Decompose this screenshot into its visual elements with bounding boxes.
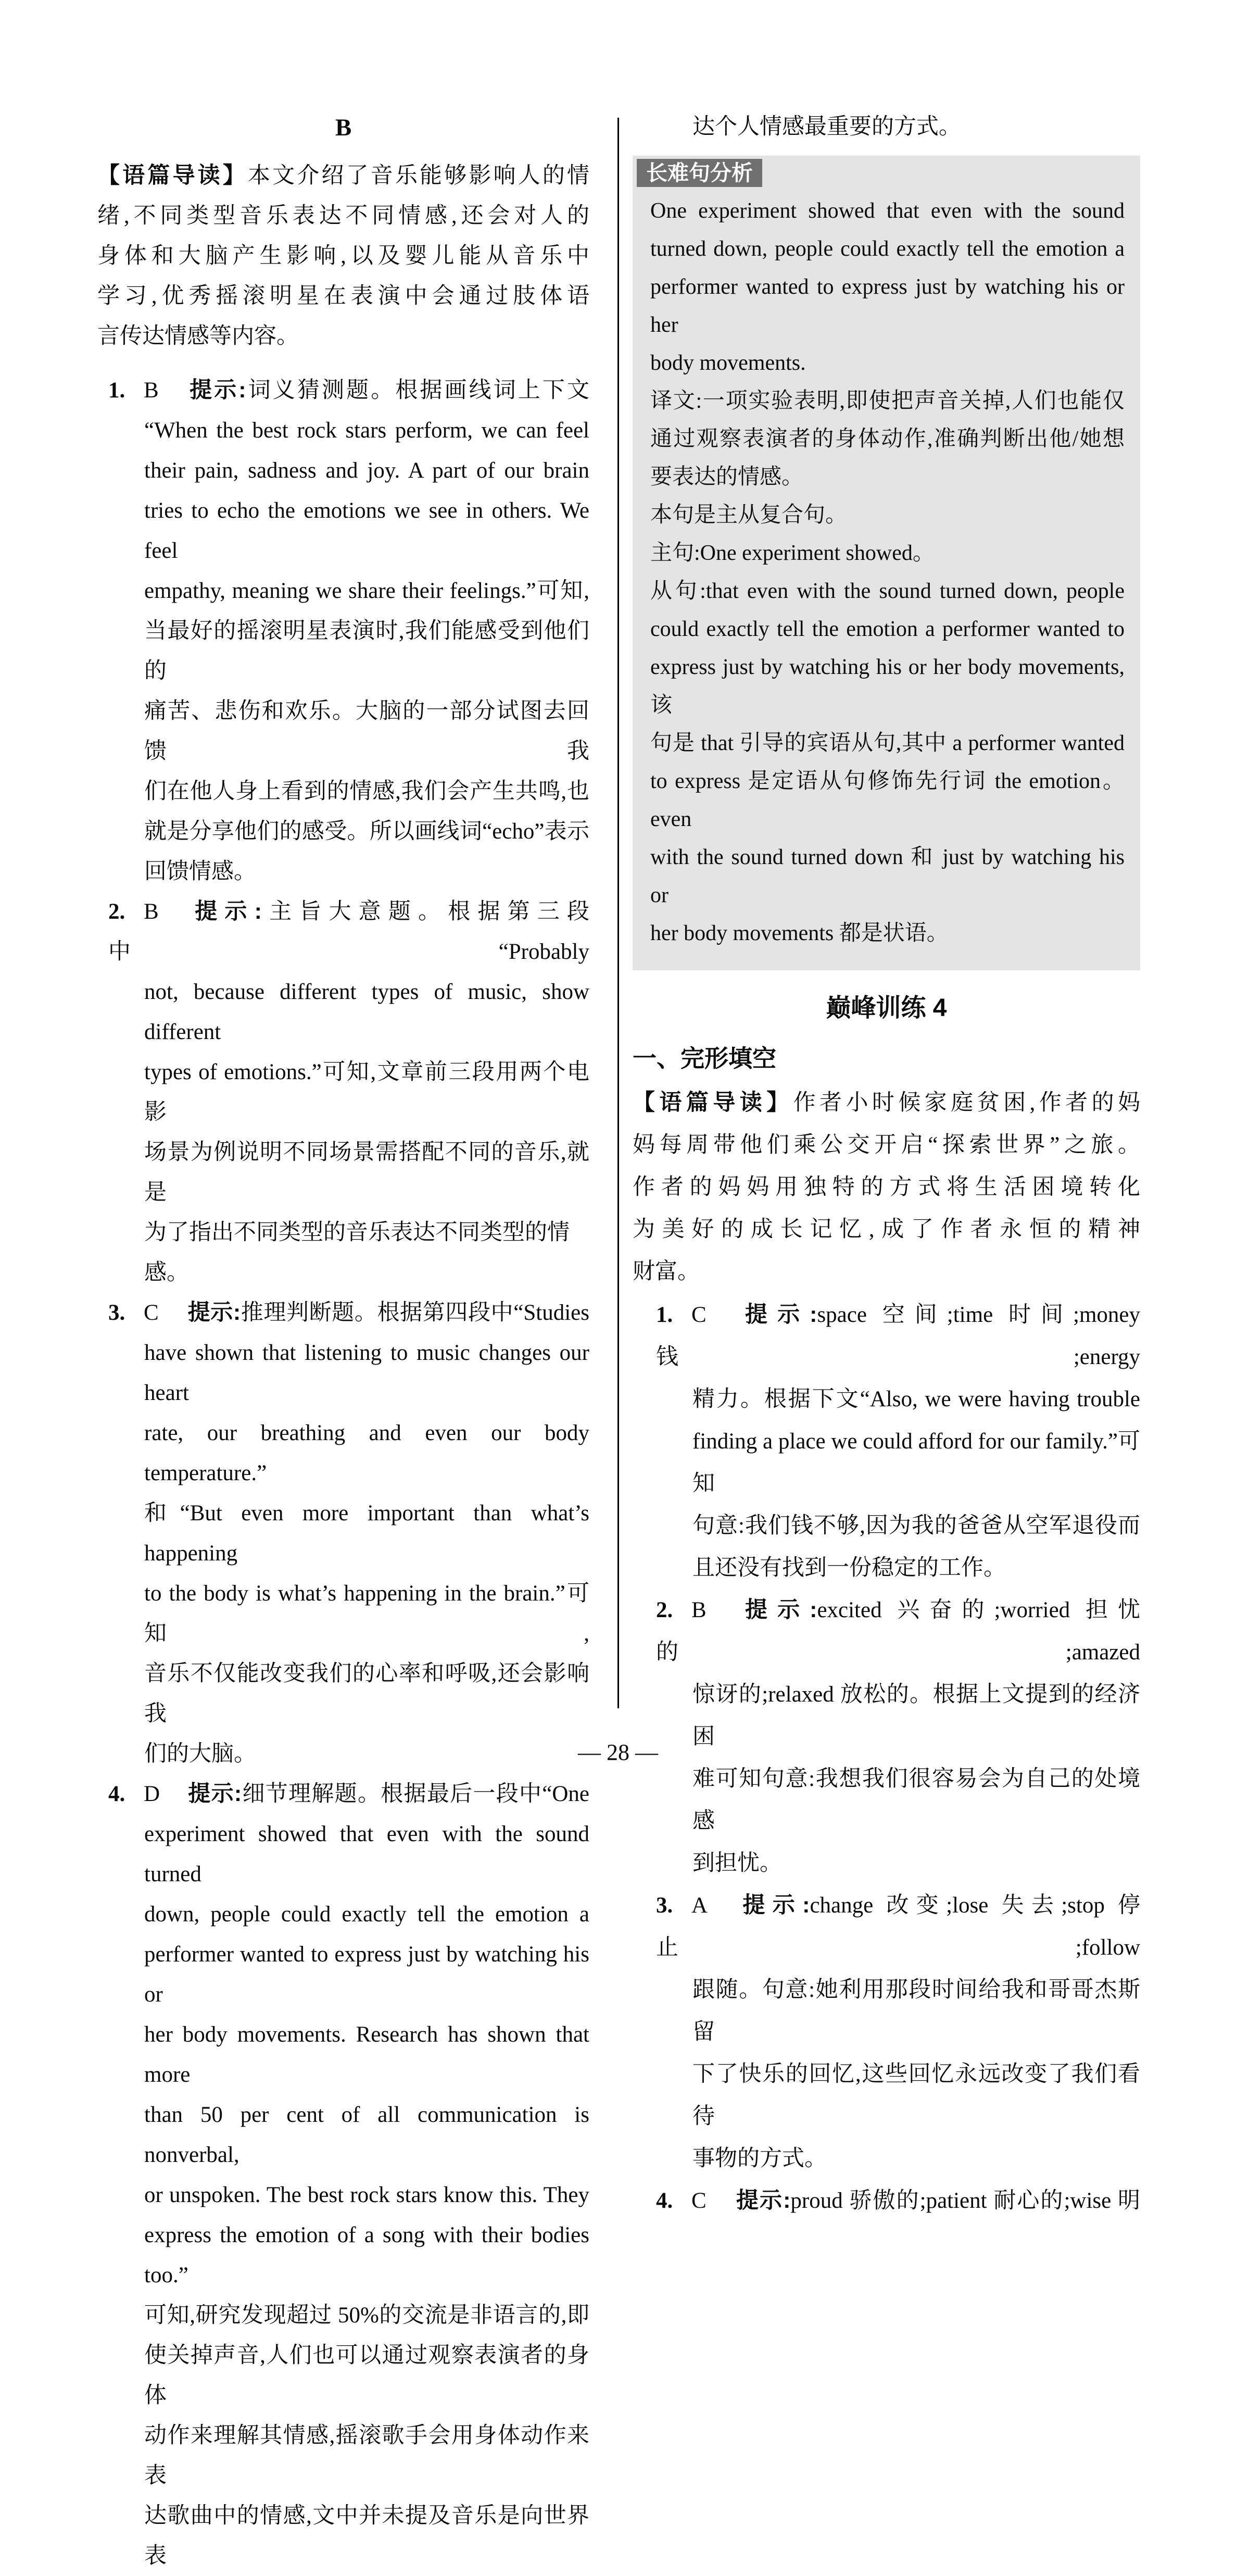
text-line [633,1124,1140,1166]
right-column [633,0,1140,2222]
item-answer: B [144,378,159,403]
passage-header: B [335,114,352,141]
text-line: 场景为例说明不同场景需搭配不同的音乐,就是 [144,1140,589,1205]
text-line: 绪,不同类型音乐表达不同情感,还会对人的 [97,204,589,228]
text-line: their pain, sadness and joy. A part of our brain [144,458,589,483]
text-line: 妈每周带他们乘公交开启“探索世界”之旅。 [633,1133,1140,1157]
text-line: 推理判断题。根据第四段中“Studies [241,1300,589,1325]
text-line [97,236,589,276]
text-line [692,2053,1140,2137]
text-line: 们在他人身上看到的情感,我们会产生共鸣,也 [144,779,589,804]
text-line [144,2175,589,2215]
text-line: experiment showed that even with the sound turned [144,1822,589,1886]
text-line [692,1505,1140,1547]
text-line: performer wanted to express just by watching his or her [650,275,1125,337]
text-line: 跟随。句意:她利用那段时间给我和哥哥杰斯留 [692,1978,1140,2044]
answer-item [108,370,590,892]
text-line: 从句:that even with the sound turned down, people [650,579,1125,603]
text-line: 句意:我们钱不够,因为我的爸爸从空军退役而 [692,1514,1140,1538]
text-line: 可知,研究发现超过 50%的交流是非语言的,即 [144,2303,589,2328]
text-line [144,1934,589,2015]
text-line [144,852,589,892]
text-line [144,1493,589,1573]
item-number: 4. [108,1782,125,1806]
text-line: 本文介绍了音乐能够影响人的情 [247,164,590,188]
text-line [144,2215,589,2295]
carryover-line: 达个人情感最重要的方式。 [692,115,961,139]
text-line: or unspoken. The best rock stars know this. They [144,2183,589,2207]
text-line: 主旨大意题。根据第三段中“Probably [108,899,590,964]
item-answer: C [691,1303,707,1327]
text-line: 达歌曲中的情感,文中并未提及音乐是向世界表 [144,2504,589,2568]
text-line [656,1294,1140,1378]
text-line [692,1378,1140,1420]
text-line: 就是分享他们的感受。所以画线词“echo”表示 [144,819,589,844]
text-line: proud 骄傲的;patient 耐心的;wise 明 [790,2189,1140,2213]
text-line: not, because different types of music, show different [144,980,589,1044]
item-number: 3. [108,1300,125,1325]
text-line: 精力。根据下文“Also, we were having trouble [692,1387,1140,1411]
text-line [144,1894,589,1934]
answer-item [656,2180,1140,2222]
item-answer: B [691,1598,707,1622]
text-line: to the body is what’s happening in the brain.”可知, [144,1581,589,1646]
item-number: 2. [108,899,125,924]
text-line: 财富。 [633,1259,700,1284]
tip-label: 提示: [187,899,262,924]
text-line: 身体和大脑产生影响,以及婴儿能从音乐中 [97,244,589,268]
text-line: One experiment showed that even with the sound [650,199,1125,223]
text-line: excited 兴奋的;worried 担忧的;amazed [656,1598,1140,1665]
passage-intro [97,156,589,356]
answer-item [108,1293,589,1774]
text-line [144,2015,589,2095]
text-line: 惊讶的;relaxed 放松的。根据上文提到的经济困 [692,1682,1140,1749]
text-line [144,2416,589,2496]
text-line: down, people could exactly tell the emotion a [144,1902,589,1927]
tip-label: 提示: [187,1300,241,1325]
text-line: 为了指出不同类型的音乐表达不同类型的情感。 [144,1220,570,1285]
text-line [656,1589,1140,1673]
text-line [144,2295,589,2335]
text-line [633,1082,1140,1124]
item-number: 1. [108,378,125,403]
text-line [692,2137,1140,2180]
text-line: 到担忧。 [692,1851,782,1875]
text-line [108,370,589,410]
item-answer: C [144,1300,159,1325]
tip-label: 提示: [735,1302,817,1327]
text-line: 音乐不仅能改变我们的心率和呼吸,还会影响我 [144,1661,589,1726]
text-line: 难可知句意:我想我们很容易会为自己的处境感 [692,1767,1140,1833]
text-line: express just by watching his or her body movements,该 [650,655,1125,717]
text-line: express the emotion of a song with their bodies too.” [144,2223,589,2287]
intro-label: 【语篇导读】 [633,1090,793,1115]
text-line: 细节理解题。根据最后一段中“One [242,1782,589,1806]
text-line: 主句:One experiment showed。 [650,541,935,565]
text-line: space 空间;time 时间;money 钱;energy [656,1303,1140,1369]
text-line: change 改变;lose 失去;stop 停止;follow [656,1893,1140,1960]
text-line [633,1208,1140,1251]
passage-intro [633,1082,1140,1293]
analysis-panel-body [633,192,1125,953]
text-line: 回馈情感。 [144,859,256,884]
text-line [692,1969,1140,2053]
text-line [144,1573,589,1654]
text-line [144,2335,589,2416]
text-line: her body movements. Research has shown that more [144,2022,589,2087]
text-line [144,691,589,771]
text-line [144,1654,589,1734]
text-line [633,1166,1140,1208]
text-line [633,1251,1140,1293]
text-line: 译文:一项实验表明,即使把声音关掉,人们也能仅 [650,389,1125,413]
text-line: 言传达情感等内容。 [97,324,299,348]
text-line [144,611,589,691]
text-line [144,1814,589,1894]
text-line: have shown that listening to music changes our heart [144,1341,589,1405]
text-line: turned down, people could exactly tell the emotion a [650,237,1125,261]
text-line: finding a place we could afford for our family.”可知 [692,1429,1140,1496]
text-line [692,1547,1140,1589]
text-line: 们的大脑。 [144,1742,256,1766]
item-answer: C [691,2189,707,2213]
answer-list [97,370,589,2576]
left-column [97,0,589,2576]
text-line [144,1212,589,1293]
text-line [97,156,589,196]
text-line [97,316,589,356]
text-line: 通过观察表演者的身体动作,准确判断出他/她想 [650,427,1125,451]
tip-label: 提示: [735,1597,817,1622]
text-line [144,2095,589,2175]
text-line [692,1420,1140,1505]
item-answer: B [144,899,159,924]
tip-label: 提示: [187,1781,242,1806]
text-line: 且还没有找到一份稳定的工作。 [692,1556,1006,1580]
answer-item [108,892,590,1293]
item-number: 3. [656,1893,673,1918]
text-line [144,410,589,451]
analysis-panel-label: 长难句分析 [637,159,762,187]
text-line: than 50 per cent of all communication is nonverbal, [144,2103,589,2167]
text-line [144,811,589,852]
text-line: “When the best rock stars perform, we can feel [144,418,589,443]
tip-label: 提示: [187,378,246,403]
text-line: 动作来理解其情感,摇滚歌手会用身体动作来表 [144,2423,589,2488]
text-line: empathy, meaning we share their feelings.”可知, [144,579,589,603]
text-line [144,972,589,1052]
text-line: tries to echo the emotions we see in others. We feel [144,498,589,563]
section-header: 一、完形填空 [633,1045,776,1072]
text-line: to express 是定语从句修饰先行词 the emotion。even [650,769,1125,831]
column-divider [617,118,619,1708]
analysis-panel [633,156,1140,970]
item-number: 4. [656,2189,673,2213]
text-line [144,491,589,571]
text-line: 为美好的成长记忆,成了作者永恒的精神 [633,1217,1140,1242]
item-number: 1. [656,1303,673,1327]
text-line: 作者的妈妈用独特的方式将生活困境转化 [633,1175,1140,1199]
text-line: 词义猜测题。根据画线词上下文 [246,378,590,403]
answer-item [656,1884,1140,2180]
text-line [144,1413,589,1493]
text-line [108,1774,589,1814]
training-header: 巅峰训练 4 [826,994,947,1022]
text-line: performer wanted to express just by watching his or [144,1942,589,2007]
text-line [656,1884,1140,1969]
text-line: 学习,优秀摇滚明星在表演中会通过肢体语 [97,284,589,308]
text-line [144,1333,589,1413]
text-line [144,2496,589,2576]
text-line [108,892,589,972]
text-line: 下了快乐的回忆,这些回忆永远改变了我们看待 [692,2062,1140,2129]
tip-label: 提示: [735,2188,791,2213]
text-line [97,196,589,236]
text-line: 句是 that 引导的宾语从句,其中 a performer wanted [650,731,1125,755]
text-line [692,1842,1140,1884]
text-line: types of emotions.”可知,文章前三段用两个电影 [144,1060,589,1124]
text-line [144,1132,589,1212]
text-line: 当最好的摇滚明星表演时,我们能感受到他们的 [144,619,589,683]
item-number: 2. [656,1598,673,1622]
text-line: 痛苦、悲伤和欢乐。大脑的一部分试图去回馈我 [144,699,589,764]
text-line: with the sound turned down 和 just by watching his or [650,845,1125,907]
text-line: 本句是主从复合句。 [650,503,848,527]
text-line: 作者小时候家庭贫困,作者的妈 [793,1091,1141,1115]
answer-item [108,1774,589,2576]
text-line [97,276,589,316]
page-number: — 28 — [578,1740,658,1765]
text-line [144,771,589,811]
text-line: her body movements 都是状语。 [650,921,949,945]
text-line [144,1052,589,1132]
text-line: 使关掉声音,人们也可以通过观察表演者的身体 [144,2343,589,2408]
text-line [144,451,589,491]
text-line [656,2180,1140,2222]
intro-label: 【语篇导读】 [97,163,248,188]
item-answer: A [691,1893,708,1918]
text-line [144,571,589,611]
text-line: rate, our breathing and even our body temperature.” [144,1421,589,1485]
item-answer: D [144,1782,160,1806]
text-line: 要表达的情感。 [650,465,804,489]
text-line [108,1293,589,1333]
tip-label: 提示: [735,1893,810,1918]
answer-item [656,1294,1140,1589]
text-line: body movements. [650,351,806,375]
text-line: 事物的方式。 [692,2146,827,2171]
text-line: 和“But even more important than what’s happening [144,1501,589,1566]
text-line: could exactly tell the emotion a performer wanted to [650,617,1125,641]
